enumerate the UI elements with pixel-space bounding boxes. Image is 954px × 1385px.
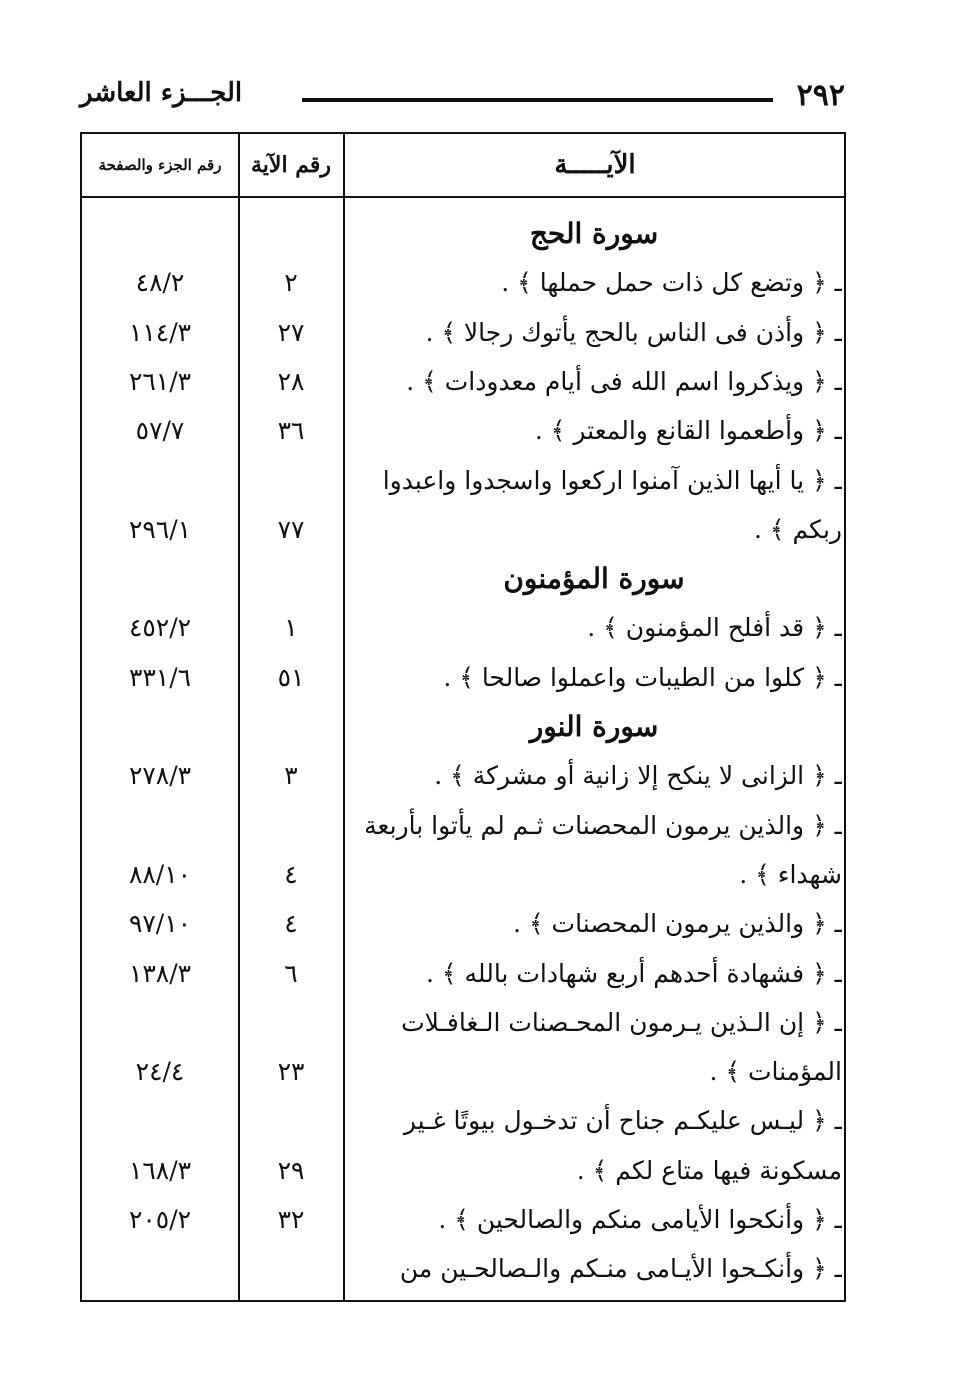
table-row — [82, 257, 846, 307]
ayah-text: مسكونة فيها متاع لكم ﴾ . — [576, 1155, 842, 1185]
ayah-number — [239, 455, 343, 505]
ayah-text: ـ ﴿ وأنكـحوا الأيـامى منـكم والـصالحـين من — [399, 1253, 842, 1283]
volume-page-reference: ٢٦١/٣ — [128, 366, 192, 396]
volume-page-reference — [82, 997, 238, 1047]
ayah-number: ٢٨ — [277, 366, 305, 396]
table-row — [82, 307, 846, 357]
ayah-text: ـ ﴿ والذين يرمون المحصنات ﴾ . — [513, 908, 842, 938]
table-row — [82, 1095, 846, 1145]
volume-page-reference — [82, 800, 238, 850]
table-row — [82, 997, 846, 1047]
volume-page-reference: ٤٨/٢ — [135, 267, 185, 297]
ayah-number: ٣ — [284, 760, 298, 790]
volume-page-reference — [82, 1095, 238, 1145]
ayah-number: ٢٩ — [277, 1155, 305, 1185]
table-row — [82, 849, 846, 899]
column-header-reference: رقم الجزء والصفحة — [98, 156, 222, 174]
ayah-text: ـ ﴿ وتضع كل ذات حمل حملها ﴾ . — [501, 267, 842, 297]
ayah-number: ٤ — [284, 859, 298, 889]
ayah-text: ـ ﴿ كلوا من الطيبات واعملوا صالحا ﴾ . — [443, 662, 842, 692]
table-row — [82, 1194, 846, 1244]
volume-page-reference: ١٦٨/٣ — [128, 1155, 192, 1185]
ayah-text: ـ ﴿ الزانى لا ينكح إلا زانية أو مشركة ﴾ . — [434, 760, 842, 790]
volume-page-reference: ٣٣١/٦ — [128, 662, 192, 692]
ayah-text: ـ ﴿ يا أيها الذين آمنوا اركعوا واسجدوا واعبدوا — [382, 465, 842, 495]
ayah-text: ـ ﴿ ويذكروا اسم الله فى أيام معدودات ﴾ . — [406, 366, 842, 396]
volume-page-reference: ٥٧/٧ — [135, 415, 185, 445]
ayah-number: ٢٧ — [277, 317, 305, 347]
volume-page-reference: ١١٤/٣ — [128, 317, 192, 347]
volume-page-reference: ٨٨/١٠ — [128, 859, 192, 889]
ayah-number: ٢ — [284, 267, 298, 297]
ayah-number: ٣٦ — [277, 415, 305, 445]
surah-heading: سورة النور — [529, 709, 659, 743]
ayah-text: ـ ﴿ ليـس عليكـم جناح أن تدخـول بيوتًا غـير — [403, 1105, 842, 1135]
ayah-text: ـ ﴿ فشهادة أحدهم أربع شهادات بالله ﴾ . — [426, 958, 842, 988]
ayah-number — [239, 1243, 343, 1293]
volume-page-reference — [82, 1243, 238, 1293]
volume-page-reference: ٩٧/١٠ — [128, 908, 192, 938]
ayah-number — [239, 800, 343, 850]
table-row — [82, 1243, 846, 1293]
page-number: ٢٩٢ — [796, 78, 845, 113]
ayah-text: ـ ﴿ وأطعموا القانع والمعتر ﴾ . — [534, 415, 842, 445]
ayah-number: ٣٢ — [277, 1204, 305, 1234]
book-part-title: الجـــزء العاشر — [80, 78, 243, 108]
volume-page-reference: ٤٥٢/٢ — [128, 612, 192, 642]
table-row — [82, 948, 846, 998]
table-row — [82, 1145, 846, 1195]
column-header-ayah-number: رقم الآية — [250, 152, 332, 178]
ayah-text: ـ ﴿ وأذن فى الناس بالحج يأتوك رجالا ﴾ . — [425, 317, 842, 347]
ayah-number: ٤ — [284, 908, 298, 938]
table-row — [82, 652, 846, 702]
volume-page-reference: ٢٩٦/١ — [128, 514, 192, 544]
table-row — [82, 455, 846, 505]
ayah-number: ٥١ — [277, 662, 305, 692]
header-rule — [302, 98, 773, 102]
volume-page-reference — [82, 455, 238, 505]
ayah-number: ١ — [284, 612, 298, 642]
table-row — [82, 750, 846, 800]
ayah-text: المؤمنات ﴾ . — [709, 1056, 842, 1086]
ayah-text: ـ ﴿ قد أفلح المؤمنون ﴾ . — [587, 612, 842, 642]
ayah-number: ٦ — [284, 958, 298, 988]
ayah-number — [239, 997, 343, 1047]
volume-page-reference: ٢٧٨/٣ — [128, 760, 192, 790]
table-row — [82, 602, 846, 652]
ayah-text: ـ ﴿ والذين يرمون المحصنات ثـم لم يأتوا بأربعة — [364, 810, 842, 840]
table-row — [82, 1046, 846, 1096]
column-header-ayah: الآيـــــة — [554, 150, 636, 180]
table-row — [82, 405, 846, 455]
ayah-text: ـ ﴿ إن الـذين يـرمون المحـصنات الـغافـلات — [401, 1007, 842, 1037]
ayah-number: ٧٧ — [277, 514, 305, 544]
ayah-number: ٢٣ — [277, 1056, 305, 1086]
verse-index-table — [80, 132, 846, 1302]
table-row — [82, 898, 846, 948]
volume-page-reference: ١٣٨/٣ — [128, 958, 192, 988]
table-row — [82, 800, 846, 850]
page-header — [80, 70, 845, 114]
volume-page-reference: ٢٠٥/٢ — [128, 1204, 192, 1234]
ayah-text: ـ ﴿ وأنكحوا الأيامى منكم والصالحين ﴾ . — [438, 1204, 842, 1234]
header-divider — [82, 196, 844, 198]
ayah-text: ربكم ﴾ . — [754, 514, 842, 544]
surah-heading: سورة المؤمنون — [503, 561, 685, 595]
ayah-text: شهداء ﴾ . — [739, 859, 842, 889]
surah-heading: سورة الحج — [529, 216, 659, 250]
table-row — [82, 356, 846, 406]
volume-page-reference: ٢٤/٤ — [135, 1056, 185, 1086]
table-row — [82, 504, 846, 554]
ayah-number — [239, 1095, 343, 1145]
